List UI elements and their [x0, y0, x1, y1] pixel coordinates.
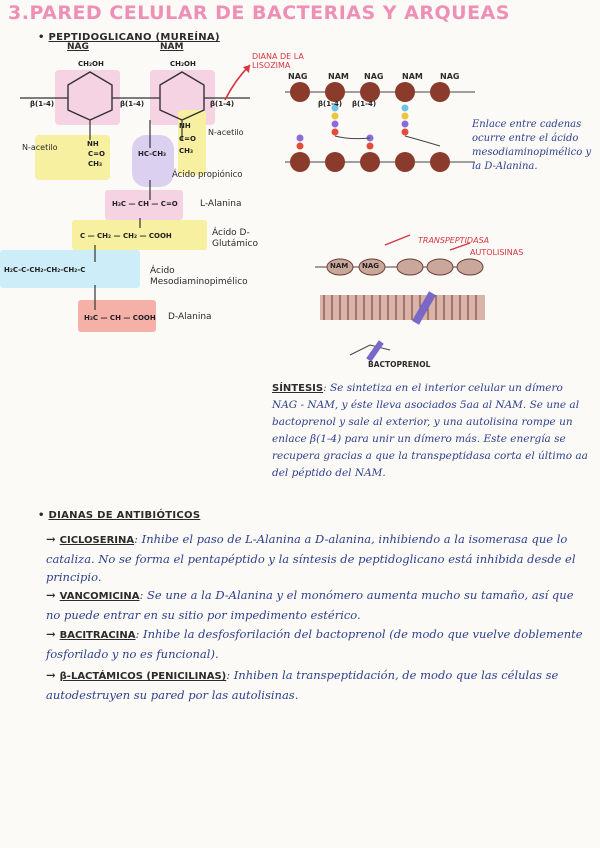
glutamico-label: Ácido D-Glutámico	[212, 228, 258, 249]
nam-co: C=O	[179, 135, 196, 143]
diana-text-betalactamicos: : Inhiben la transpeptidación, de modo que las células se autodestruyen su pared por las autolisinas.	[46, 668, 559, 702]
diana-item-bacitracina	[46, 625, 586, 663]
transpeptidasa-label: TRANSPEPTIDASA	[418, 236, 490, 245]
chain-label-2: NAM	[328, 72, 349, 81]
d-alanina-label: D-Alanina	[168, 312, 212, 322]
diana-term-vancomicina: VANCOMICINA	[59, 591, 140, 602]
meso-chem: H₂C-C-CH₂-CH₂-CH₂-C	[4, 266, 86, 274]
chain-label-3: NAG	[364, 72, 384, 81]
acido-propionico-highlight	[132, 135, 174, 187]
page-title: 3.PARED CELULAR DE BACTERIAS Y ARQUEAS	[8, 2, 510, 24]
ch2oh-1: CH₂OH	[78, 60, 104, 68]
sintesis-label: SÍNTESIS	[272, 383, 324, 394]
diana-item-vancomicina	[46, 586, 586, 624]
dianas-heading: • DIANAS DE ANTIBIÓTICOS	[38, 510, 201, 521]
peptidoglicano-heading-text: PEPTIDOGLICANO (MUREÍNA)	[48, 32, 220, 43]
bond-label-2: β(1-4)	[120, 100, 145, 108]
arrow-icon: →	[46, 668, 60, 682]
nag-nh: NH	[87, 140, 99, 148]
l-alanina-chem: H₃C — CH — C=O	[112, 200, 178, 208]
n-acetilo-right: N-acetilo	[208, 128, 244, 137]
sintesis-paragraph	[272, 380, 590, 482]
arrow-icon: →	[46, 588, 60, 602]
diana-item-cicloserina	[46, 530, 586, 586]
peptidoglicano-heading: • PEPTIDOGLICANO (MUREÍNA)	[38, 32, 220, 43]
chain-label-4: NAM	[402, 72, 423, 81]
n-acetilo-left: N-acetilo	[22, 143, 58, 152]
membrane-synthesis-diagram	[310, 225, 485, 365]
membrana-nam: NAM	[330, 262, 349, 270]
meso-label: Ácido Mesodiaminopimélico	[150, 266, 248, 287]
bond-label-1: β(1-4)	[30, 100, 55, 108]
diana-item-betalactamicos	[46, 666, 586, 704]
chain-bond-b: β(1-4)	[352, 100, 377, 108]
acido-propionico-label: Ácido propiónico	[172, 170, 243, 180]
glutamico-chem: C — CH₂ — CH₂ — COOH	[80, 232, 172, 240]
diana-text-cicloserina: : Inhibe el paso de L-Alanina a D-alanina, inhibiendo a la isomerasa que lo cataliza. No se forma el pentapéptido y la síntesis de peptidoglicano está inhibida desde el principio.	[46, 532, 576, 584]
arrow-icon: →	[46, 532, 60, 546]
lisozima-label: DIANA DE LA LISOZIMA	[252, 52, 304, 70]
diana-term-betalactamicos: β-LACTÁMICOS (PENICILINAS)	[59, 671, 227, 682]
nag-co: C=O	[88, 150, 105, 158]
lactyl-chem: HC-CH₃	[138, 150, 167, 158]
d-alanina-chem: H₃C — CH — COOH	[84, 314, 156, 322]
membrana-nag: NAG	[362, 262, 380, 270]
nag-ch3: CH₃	[88, 160, 103, 168]
diana-text-bacitracina: : Inhibe la desfosforilación del bactoprenol (de modo que vuelve doblemente fosforilado y no es funcional).	[46, 627, 583, 661]
bond-label-3: β(1-4)	[210, 100, 235, 108]
crosslinked-chain-diagram	[280, 70, 480, 180]
chain-label-5: NAG	[440, 72, 460, 81]
ch2oh-2: CH₂OH	[170, 60, 196, 68]
arrow-icon: →	[46, 627, 60, 641]
peptidoglycan-structure-diagram	[0, 40, 300, 340]
diana-term-cicloserina: CICLOSERINA	[59, 535, 135, 546]
nag-label: NAG	[67, 42, 89, 52]
autolisinas-label: AUTOLISINAS	[470, 248, 524, 257]
bactoprenol-label: BACTOPRENOL	[368, 360, 431, 369]
nam-nh: NH	[179, 122, 191, 130]
nam-ch3: CH₃	[179, 147, 194, 155]
chain-bond-a: β(1-4)	[318, 100, 343, 108]
sintesis-text: : Se sintetiza en el interior celular un dímero NAG - NAM, y éste lleva asociados 5aa al NAM. Se une al bactoprenol y sale al exterior, y una autolisina rompe un enlace β(1-4) para unir un dímero más. Este energía se recupera gracias a que la transpeptidasa corta el último aa del péptido del NAM.	[272, 382, 588, 479]
nam-label: NAM	[160, 42, 184, 52]
crosslink-note: Enlace entre cadenas ocurre entre el ácido mesodiaminopimélico y la D-Alanina.	[472, 119, 592, 172]
diana-text-vancomicina: : Se une a la D-Alanina y el monómero aumenta mucho su tamaño, así que no puede entrar en su sitio por impedimento estérico.	[46, 588, 574, 622]
l-alanina-label: L-Alanina	[200, 199, 242, 209]
chain-label-1: NAG	[288, 72, 308, 81]
dianas-heading-text: DIANAS DE ANTIBIÓTICOS	[48, 510, 201, 521]
diana-term-bacitracina: BACITRACINA	[59, 630, 136, 641]
